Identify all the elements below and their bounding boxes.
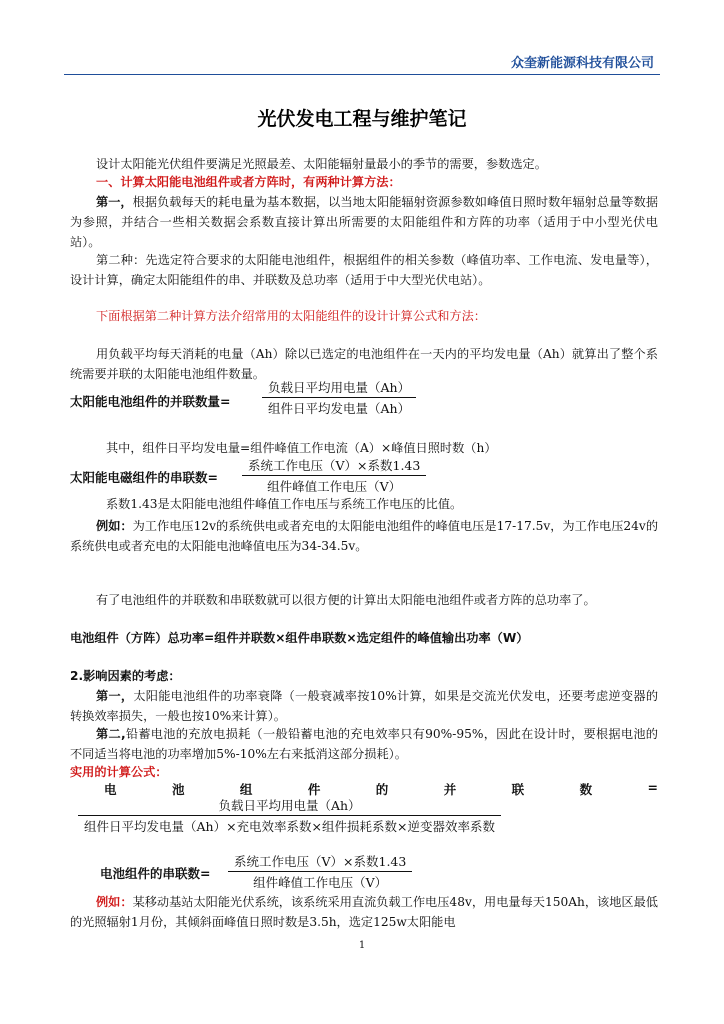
- fraction-numerator: 系统工作电压（V）×系数1.43: [234, 854, 407, 869]
- factor1-text: 太阳能电池组件的功率衰降（一般衰减率按10%计算，如果是交流光伏发电，还要考虑逆变器的转换效率损失，一般也按10%来计算）。: [70, 689, 659, 723]
- series-count-label: 太阳能电磁组件的串联数=: [70, 470, 218, 485]
- label-char: 组: [239, 782, 253, 797]
- intro-paragraph: 设计太阳能光伏组件要满足光照最差、太阳能辐射量最小的季节的需要，参数选定。: [96, 157, 547, 171]
- power-paragraph: 有了电池组件的并联数和串联数就可以很方便的计算出太阳能电池组件或者方阵的总功率了。: [96, 593, 596, 607]
- page-number: 1: [358, 940, 366, 951]
- example2-lead: 例如：: [96, 895, 133, 909]
- factor2-paragraph: [70, 724, 658, 764]
- method2-paragraph: 第二种：先选定符合要求的太阳能电池组件，根据组件的相关参数（峰值功率、工作电流、发电量等），设计计算，确定太阳能组件的串、并联数及总功率（适用于中大型光伏电站）。: [70, 253, 658, 287]
- fraction-numerator: 负载日平均用电量（Ah）: [268, 380, 411, 395]
- label-char: 电: [104, 782, 117, 797]
- label-char: 件: [307, 782, 321, 797]
- fraction-denominator: 组件日平均发电量（Ah）×充电效率系数×组件损耗系数×逆变器效率系数: [78, 815, 501, 835]
- factor1-paragraph: [70, 686, 658, 726]
- factor2-lead: 第二,: [96, 727, 126, 741]
- factor1-lead: 第一，: [96, 689, 134, 703]
- section2-heading: 2.影响因素的考虑：: [70, 669, 181, 683]
- fraction-denominator: 组件日平均发电量（Ah）: [262, 397, 416, 417]
- section1-heading: 一、计算太阳能电池组件或者方阵时，有两种计算方法：: [96, 175, 401, 189]
- example1-paragraph: [70, 516, 658, 556]
- where-paragraph: 其中，组件日平均发电量=组件峰值工作电流（A）×峰值日照时数（h）: [106, 441, 497, 455]
- method1-paragraph: [70, 192, 658, 252]
- coefficient-paragraph: 系数1.43是太阳能电池组件峰值工作电压与系统工作电压的比值。: [106, 497, 463, 511]
- example2-text: 某移动基站太阳能光伏系统，该系统采用直流负载工作电压48v，用电量每天150Ah，该地区最低的光照辐射1月份，其倾斜面峰值日照时数是3.5h，选定125w太阳能电: [70, 895, 658, 929]
- practical-parallel-fraction: [78, 796, 501, 835]
- factor2-text: 铅蓄电池的充放电损耗（一般铅蓄电池的充电效率只有90%-95%，因此在设计时，要根据电池的不同适当将电池的功率增加5%-10%左右来抵消这部分损耗）。: [70, 727, 658, 761]
- total-power-formula: 电池组件（方阵）总功率=组件并联数×组件串联数×选定组件的峰值输出功率（W）: [70, 631, 529, 645]
- header-rule: [64, 74, 660, 75]
- label-char: 数: [579, 782, 593, 797]
- method1-text: 根据负载每天的耗电量为基本数据，以当地太阳能辐射资源参数如峰值日照时数年辐射总量等数据为参照，并结合一些相关数据会系数直接计算出所需要的太阳能组件和方阵的功率（适用于中小型光伏电站）。: [70, 195, 659, 249]
- practical-series-label: 电池组件的串联数=: [100, 866, 211, 881]
- label-char: 联: [511, 782, 525, 797]
- series-count-fraction: [242, 456, 426, 495]
- example2-paragraph: [70, 892, 658, 932]
- label-char: 的: [375, 782, 389, 797]
- fraction-numerator: 负载日平均用电量（Ah）: [218, 798, 361, 813]
- method1-lead: 第一，: [96, 195, 133, 209]
- document-title: 光伏发电工程与维护笔记: [257, 108, 467, 130]
- fraction-denominator: 组件峰值工作电压（V）: [228, 871, 412, 891]
- practical-series-fraction: [228, 852, 412, 891]
- label-char: 并: [443, 782, 457, 797]
- fraction-numerator: 系统工作电压（V）×系数1.43: [248, 458, 421, 473]
- parallel-count-label: 太阳能电池组件的并联数量=: [70, 394, 231, 409]
- parallel-count-fraction: [262, 378, 416, 417]
- company-name: 众奎新能源科技有限公司: [510, 56, 654, 71]
- fraction-denominator: 组件峰值工作电压（V）: [242, 475, 426, 495]
- practical-heading: 实用的计算公式：: [70, 765, 168, 779]
- label-char: =: [647, 780, 658, 795]
- example1-text: 为工作电压12v的系统供电或者充电的太阳能电池组件的峰值电压是17-17.5v，为工作电压24v的系统供电或者充电的太阳能电池峰值电压为34-34.5v。: [70, 519, 659, 553]
- label-char: 池: [171, 782, 185, 797]
- method2-intro: 下面根据第二种计算方法介绍常用的太阳能组件的设计计算公式和方法：: [96, 309, 486, 323]
- example1-lead: 例如：: [96, 519, 133, 533]
- average-paragraph: 用负载平均每天消耗的电量（Ah）除以已选定的电池组件在一天内的平均发电量（Ah）就算出了整个系统需要并联的太阳能电池组件数量。: [70, 347, 658, 381]
